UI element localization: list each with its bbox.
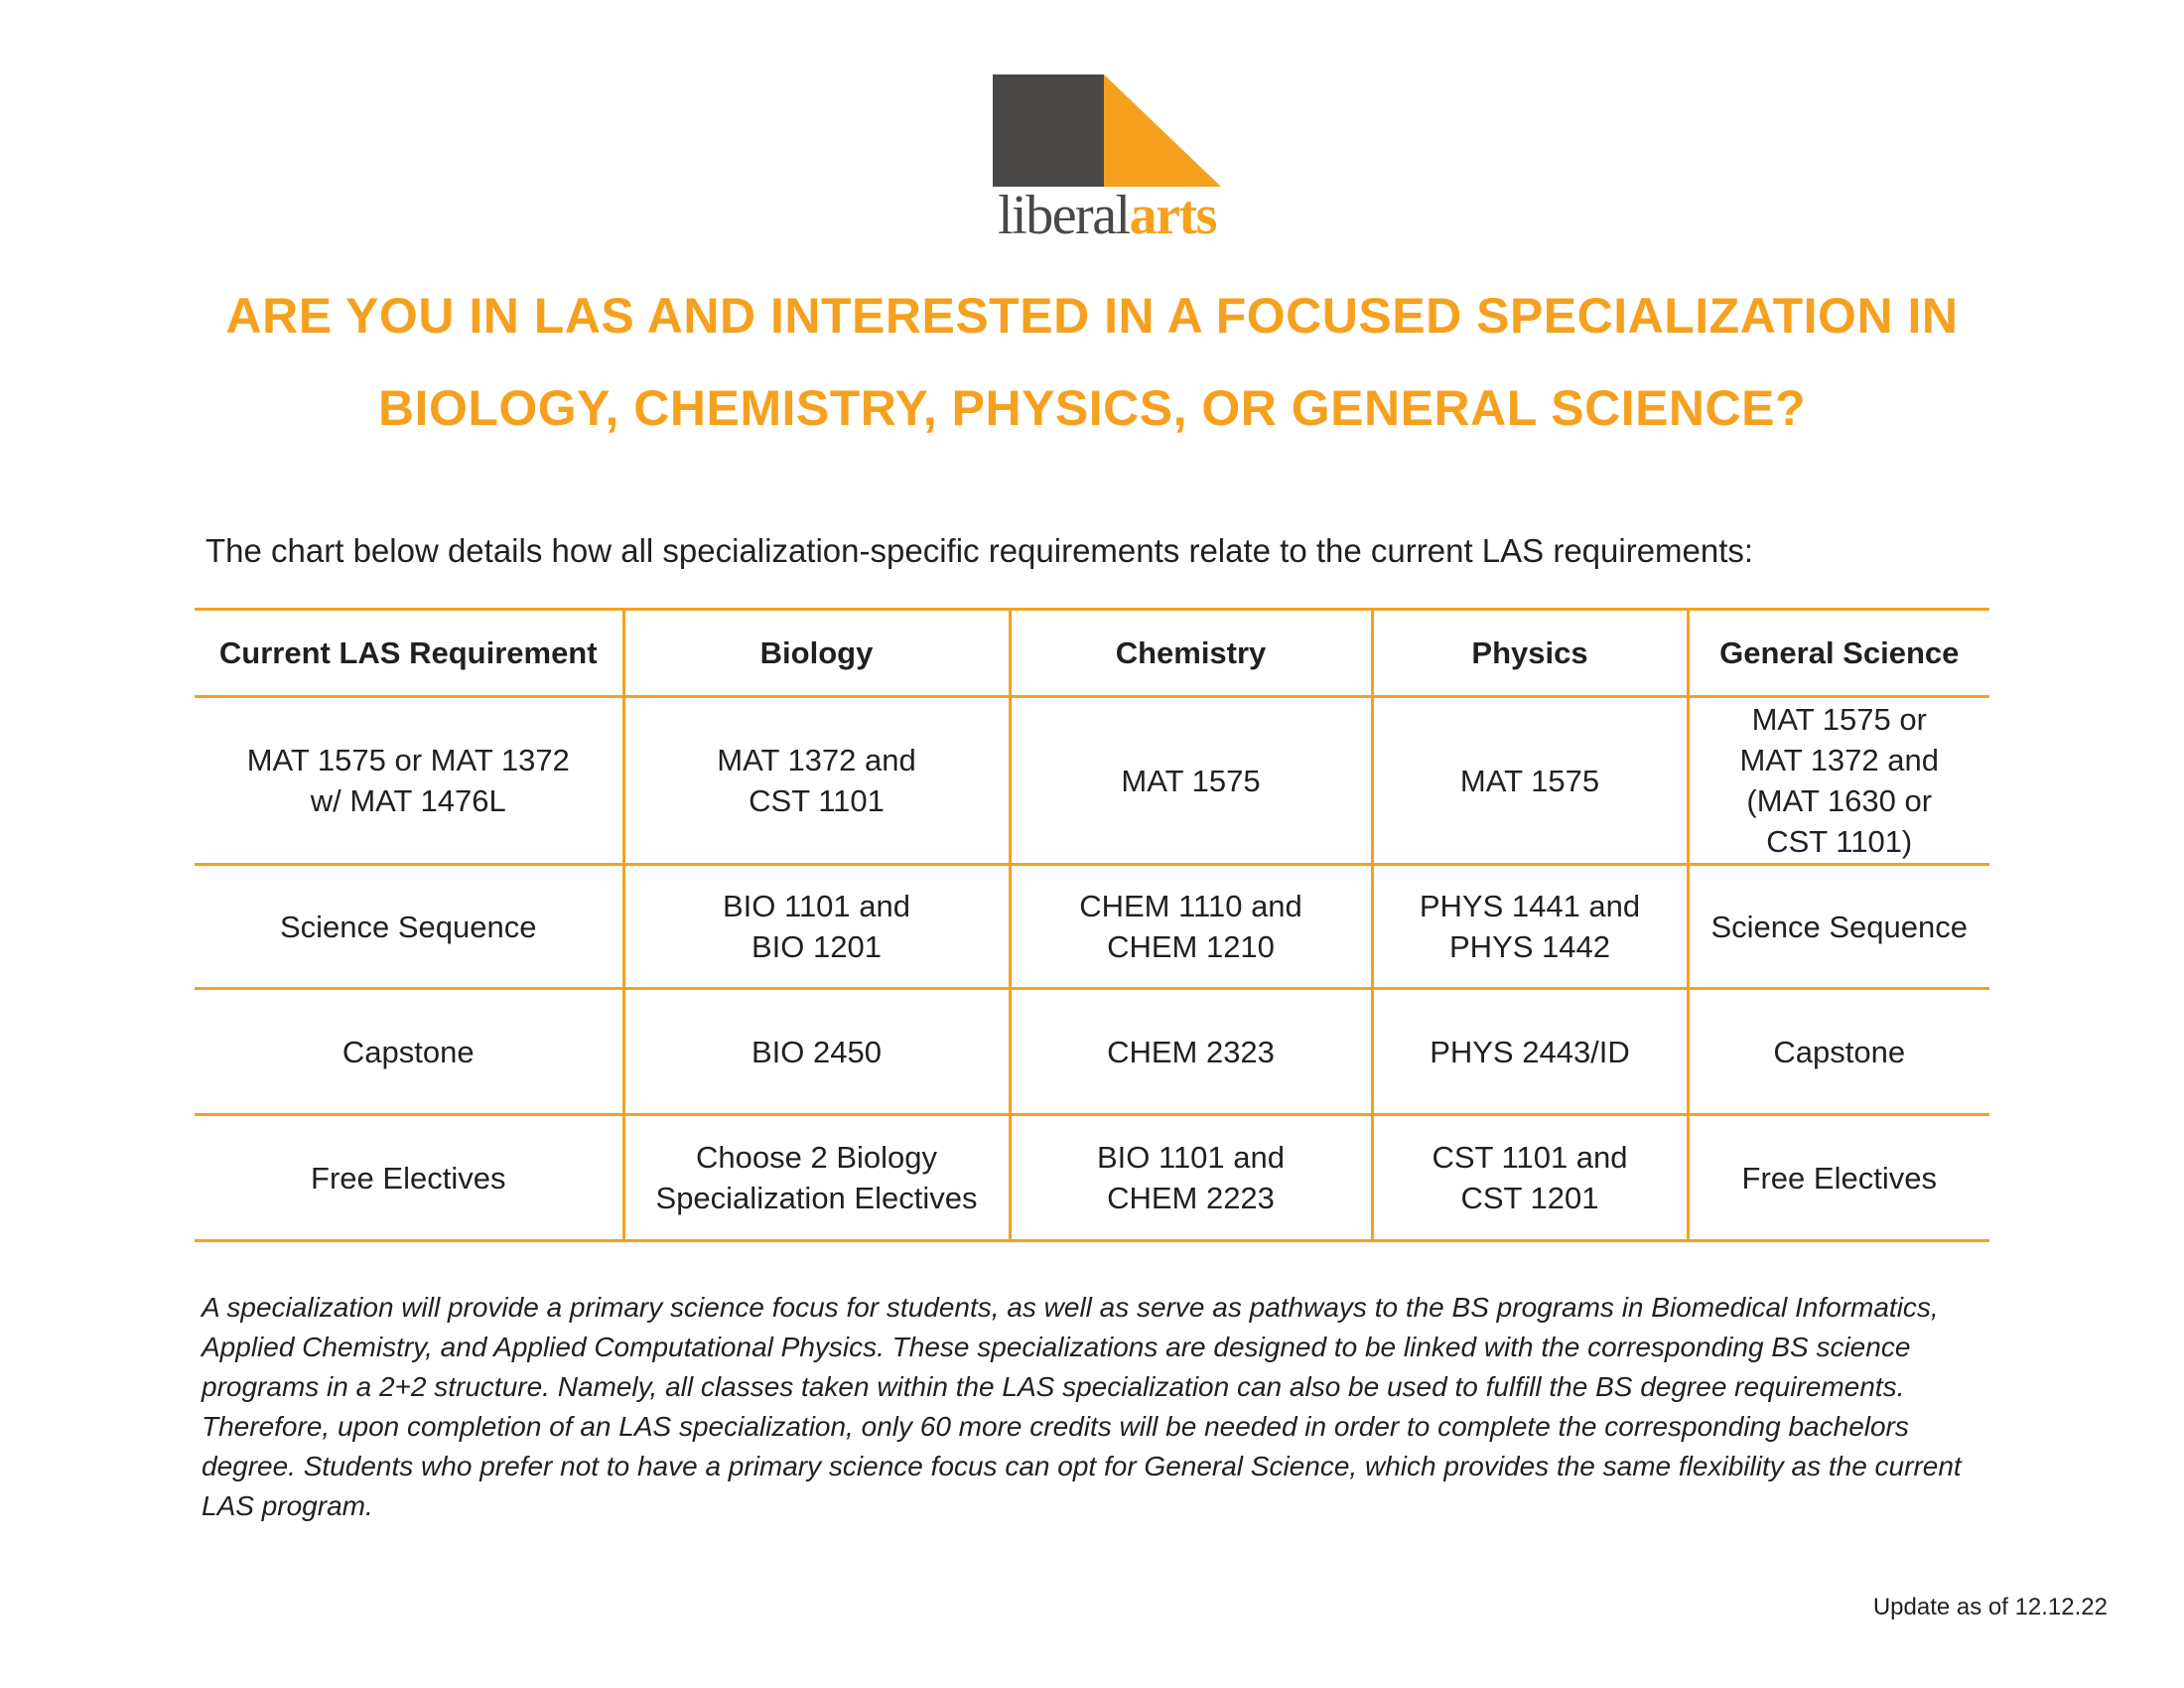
table-cell xyxy=(1010,1115,1372,1241)
cell-line: BIO 1101 and xyxy=(722,889,910,923)
table-cell xyxy=(195,865,623,989)
header-current-las: Current LAS Requirement xyxy=(195,610,623,697)
cell-line: BIO 1201 xyxy=(751,929,882,964)
table-cell xyxy=(1688,697,1989,865)
cell-line: BIO 2450 xyxy=(751,1034,882,1069)
table-header-row xyxy=(195,610,1989,697)
cell-line: w/ MAT 1476L xyxy=(310,783,506,818)
table-cell xyxy=(1010,697,1372,865)
logo-word-arts: arts xyxy=(1129,185,1216,246)
liberal-arts-logo xyxy=(993,74,1221,246)
cell-line: MAT 1372 and xyxy=(1739,743,1939,777)
table-cell xyxy=(623,1115,1010,1241)
cell-line: CST 1101) xyxy=(1766,824,1913,859)
cell-line: CHEM 1210 xyxy=(1107,929,1275,964)
cell-line: MAT 1575 or xyxy=(1751,702,1927,737)
table-cell xyxy=(1372,697,1688,865)
cell-line: Capstone xyxy=(1773,1034,1906,1069)
requirements-table xyxy=(195,608,1989,1242)
cell-line: Choose 2 Biology xyxy=(696,1140,937,1175)
logo-orange-triangle xyxy=(1104,74,1221,187)
table-row-free-electives xyxy=(195,1115,1989,1241)
cell-line: Science Sequence xyxy=(1710,909,1969,944)
table-cell xyxy=(1010,989,1372,1115)
cell-line: MAT 1575 xyxy=(1121,763,1261,798)
table-cell xyxy=(195,989,623,1115)
cell-line: MAT 1575 or MAT 1372 xyxy=(246,743,570,777)
headline-line-1: ARE YOU IN LAS AND INTERESTED IN A FOCUSED SPECIALIZATION IN xyxy=(225,288,1959,344)
table-row-capstone xyxy=(195,989,1989,1115)
cell-line: CHEM 2323 xyxy=(1107,1034,1275,1069)
table-cell xyxy=(623,989,1010,1115)
cell-line: CST 1101 xyxy=(749,783,885,818)
cell-line: MAT 1372 and xyxy=(717,743,916,777)
logo-mark-icon xyxy=(993,74,1221,187)
table-row-science-sequence xyxy=(195,865,1989,989)
cell-line: Free Electives xyxy=(1741,1160,1937,1196)
cell-line: Science Sequence xyxy=(279,909,537,944)
cell-line: CST 1101 and xyxy=(1432,1140,1628,1175)
table-cell xyxy=(623,697,1010,865)
footnote-paragraph: A specialization will provide a primary science focus for students, as well as serve as pathways to the BS programs in Biomedical Informatics, Applied Chemistry, and Applied Computational Physics. These specializations are designed to be linked with the corresponding BS science programs in a 2+2 structure. Namely, all classes taken within the LAS specialization can also be used to fulfill the BS degree requirements. Therefore, upon completion of an LAS specialization, only 60 more credits will be needed in order to complete the corresponding bachelors degree. Students who prefer not to have a primary science focus can opt for General Science, which provides the same flexibility as the current LAS program. xyxy=(202,1292,1962,1521)
table-cell xyxy=(1372,865,1688,989)
table-cell xyxy=(1688,865,1989,989)
headline-line-2: BIOLOGY, CHEMISTRY, PHYSICS, OR GENERAL SCIENCE? xyxy=(377,380,1807,436)
table-cell xyxy=(195,697,623,865)
logo-wordmark xyxy=(993,186,1221,245)
intro-text: The chart below details how all specialization-specific requirements relate to the current LAS requirements: xyxy=(205,532,1754,569)
cell-line: CHEM 2223 xyxy=(1107,1181,1275,1215)
header-biology: Biology xyxy=(623,610,1010,697)
cell-line: PHYS 2443/ID xyxy=(1430,1034,1630,1069)
page-headline xyxy=(99,270,2085,455)
cell-line: Specialization Electives xyxy=(655,1181,978,1215)
cell-line: BIO 1101 and xyxy=(1096,1140,1285,1175)
header-physics: Physics xyxy=(1372,610,1688,697)
cell-line: Capstone xyxy=(341,1034,475,1069)
cell-line: PHYS 1441 and xyxy=(1419,889,1641,923)
cell-line: CST 1201 xyxy=(1460,1181,1599,1215)
table-cell xyxy=(195,1115,623,1241)
cell-line: PHYS 1442 xyxy=(1449,929,1610,964)
table-cell xyxy=(1688,1115,1989,1241)
table-cell xyxy=(623,865,1010,989)
logo-dark-square xyxy=(993,74,1104,187)
cell-line: CHEM 1110 and xyxy=(1079,889,1302,923)
cell-line: (MAT 1630 or xyxy=(1746,783,1933,818)
table-cell xyxy=(1688,989,1989,1115)
table-cell xyxy=(1372,1115,1688,1241)
cell-line: MAT 1575 xyxy=(1459,763,1600,798)
header-chemistry: Chemistry xyxy=(1010,610,1372,697)
table-row-math xyxy=(195,697,1989,865)
update-date-note: Update as of 12.12.22 xyxy=(1872,1594,2108,1620)
logo-word-liberal: liberal xyxy=(998,185,1130,246)
table-cell xyxy=(1372,989,1688,1115)
table-cell xyxy=(1010,865,1372,989)
header-general-science: General Science xyxy=(1688,610,1989,697)
cell-line: Free Electives xyxy=(311,1160,506,1196)
